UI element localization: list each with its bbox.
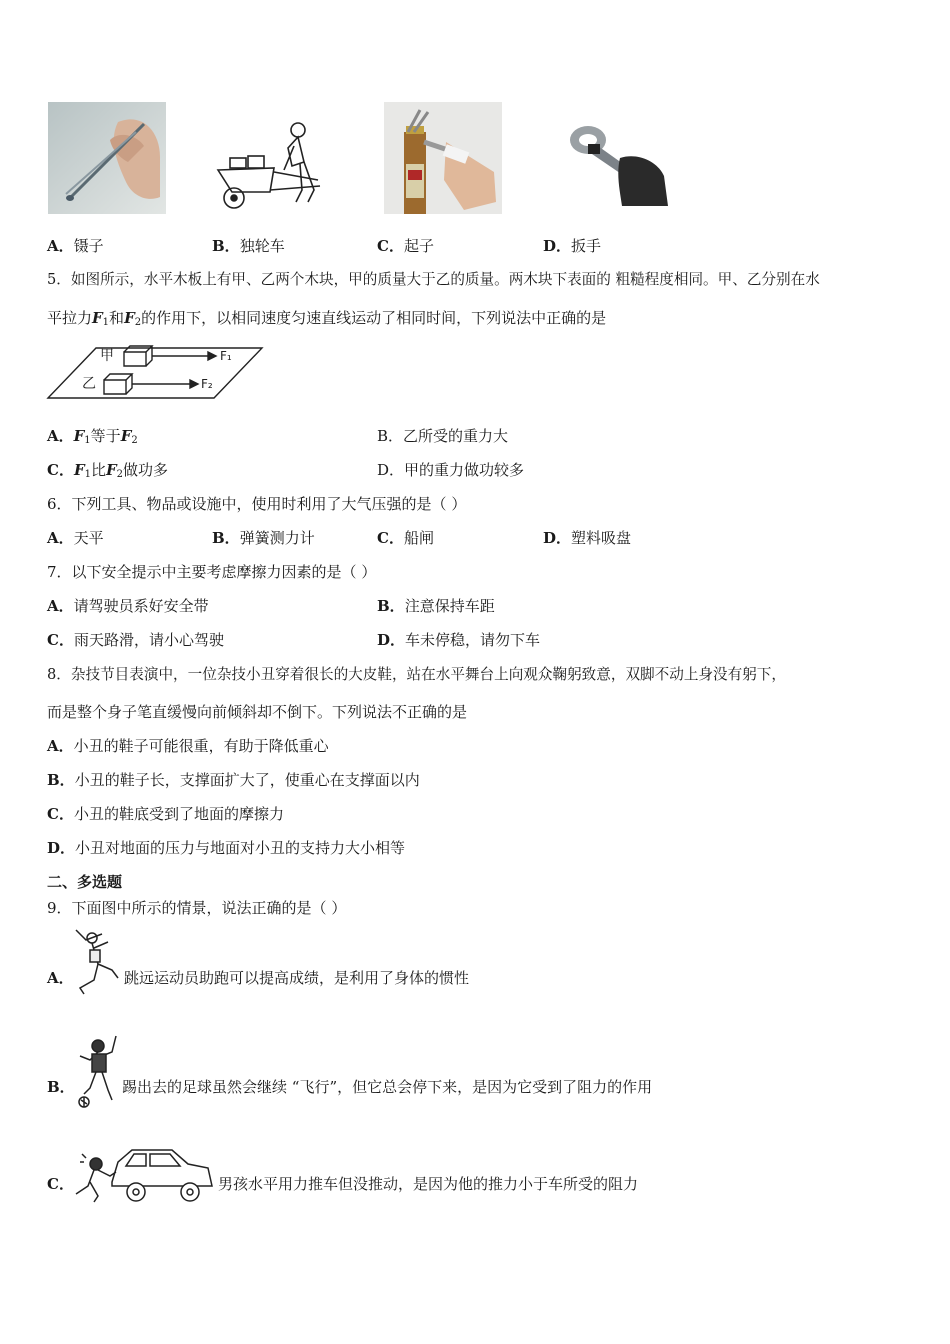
q4-option-d: D．扳手 — [543, 237, 602, 255]
wheelbarrow-image — [210, 118, 338, 214]
q6-option-a: A．天平 — [47, 529, 104, 547]
q5-option-d: D．甲的重力做功较多 — [377, 461, 525, 479]
q8-option-d: D．小丑对地面的压力与地面对小丑的支持力大小相等 — [47, 839, 406, 857]
q4-option-b: B．独轮车 — [212, 237, 285, 255]
q4-option-c: C．起子 — [377, 237, 434, 255]
section-heading-multiple-choice: 二、多选题 — [47, 873, 123, 891]
tweezers-image — [48, 102, 166, 214]
q4-option-a: A．镊子 — [47, 237, 104, 255]
q7-option-d: D．车未停稳，请勿下车 — [377, 631, 541, 649]
long-jumper-image — [72, 928, 124, 1002]
bottle-opener-image — [384, 102, 502, 214]
q6-option-c: C．船闸 — [377, 529, 434, 547]
wrench-image — [558, 118, 670, 210]
q8-stem-line1: 8．杂技节目表演中，一位杂技小丑穿着很长的大皮鞋，站在水平舞台上向观众鞠躬致意，双脚不动上身没有躬下， — [47, 666, 786, 683]
q5-option-b: B．乙所受的重力大 — [377, 427, 509, 445]
q9-option-a-text: 跳远运动员助跑可以提高成绩，是利用了身体的惯性 — [124, 969, 470, 987]
diagram-label-jia: 甲 — [100, 348, 114, 364]
soccer-player-image — [72, 1034, 122, 1110]
q7-option-c: C．雨天路滑，请小心驾驶 — [47, 631, 224, 649]
boy-pushing-car-image — [72, 1142, 218, 1208]
q8-stem-line2: 而是整个身子笔直缓慢向前倾斜却不倒下。下列说法不正确的是 — [47, 703, 468, 721]
q9-option-a-label: A． — [47, 969, 74, 987]
q9-option-b-text: 踢出去的足球虽然会继续 “飞行”，但它总会停下来，是因为它受到了阻力的作用 — [122, 1078, 653, 1096]
q5-stem-line1: 5．如图所示，水平木板上有甲、乙两个木块，甲的质量大于乙的质量。两木块下表面的 粗糙程度相同。甲、乙分别在水 — [47, 271, 820, 288]
q8-option-a: A．小丑的鞋子可能很重，有助于降低重心 — [47, 737, 329, 755]
q5-option-c: C．$F_1$比$F_2$做功多 — [47, 461, 169, 480]
q9-option-c-label: C． — [47, 1175, 74, 1193]
q6-option-d: D．塑料吸盘 — [543, 529, 632, 547]
q6-stem: 6．下列工具、物品或设施中，使用时利用了大气压强的是（ ） — [47, 495, 467, 513]
q7-option-a: A．请驾驶员系好安全带 — [47, 597, 209, 615]
q5-stem-line2: 平拉力$F_1$和$F_2$的作用下，以相同速度匀速直线运动了相同时间，下列说法中正确的是 — [47, 309, 607, 328]
q6-option-b: B．弹簧测力计 — [212, 529, 315, 547]
q7-stem: 7．以下安全提示中主要考虑摩擦力因素的是（ ） — [47, 563, 377, 581]
q9-option-b-label: B． — [47, 1078, 75, 1096]
q9-stem: 9．下面图中所示的情景，说法正确的是（ ） — [47, 899, 347, 917]
q8-option-b: B．小丑的鞋子长，支撑面扩大了，使重心在支撑面以内 — [47, 771, 420, 789]
q9-option-c-text: 男孩水平用力推车但没推动，是因为他的推力小于车所受的阻力 — [218, 1175, 639, 1193]
q5-option-a: A．$F_1$等于$F_2$ — [47, 427, 138, 446]
diagram-label-f2: F₂ — [201, 377, 213, 391]
diagram-label-f1: F₁ — [220, 349, 232, 363]
q7-option-b: B．注意保持车距 — [377, 597, 495, 615]
q8-option-c: C．小丑的鞋底受到了地面的摩擦力 — [47, 805, 284, 823]
q5-diagram — [46, 340, 266, 402]
diagram-label-yi: 乙 — [82, 376, 96, 392]
